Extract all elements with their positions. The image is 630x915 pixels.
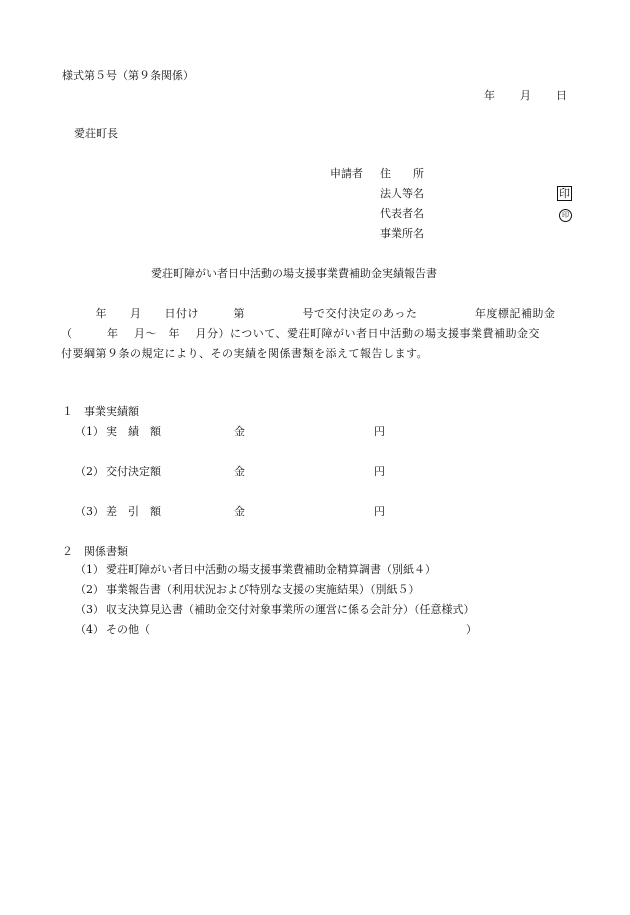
doc-item-close-paren: ） <box>466 623 477 636</box>
yen-prefix: 金 <box>234 465 245 478</box>
address-label: 住 所 <box>380 167 424 180</box>
yen-prefix: 金 <box>234 425 245 438</box>
yen-suffix: 円 <box>374 465 385 478</box>
document-title: 愛荘町障がい者日中活動の場支援事業費補助金実績報告書 <box>151 267 437 280</box>
yen-suffix: 円 <box>374 505 385 518</box>
doc-item-text: 愛荘町障がい者日中活動の場支援事業費補助金精算調書（別紙４） <box>106 563 436 576</box>
seal-circle-text: 印 <box>559 209 572 222</box>
doc-item-text: その他（ <box>106 623 150 636</box>
body-line-1: 年 月 日付け 第 号で交付決定のあった 年度標記補助金 <box>61 307 556 320</box>
section2-heading: ２ 関係書類 <box>62 545 128 558</box>
office-name-label: 事業所名 <box>380 227 424 240</box>
addressee: 愛荘町長 <box>74 127 118 140</box>
representative-name-label: 代表者名 <box>380 207 424 220</box>
date-line: 年 月 日 <box>484 89 568 102</box>
item-label: 実 績 額 <box>106 425 161 438</box>
item-number: （2） <box>75 465 104 478</box>
doc-item-number: （4） <box>75 623 104 636</box>
form-number: 様式第５号（第９条関係） <box>62 69 194 82</box>
item-number: （3） <box>75 505 104 518</box>
doc-item-number: （3） <box>75 603 104 616</box>
doc-item-text: 事業報告書（利用状況および特別な支援の実施結果）（別紙５） <box>106 583 420 596</box>
body-line-3: 付要綱第９条の規定により、その実績を関係書類を添えて報告します。 <box>61 347 429 360</box>
body-paragraph <box>61 304 573 364</box>
item-number: （1） <box>75 425 104 438</box>
yen-suffix: 円 <box>374 425 385 438</box>
doc-item-number: （1） <box>75 563 104 576</box>
seal-box-text: 印 <box>559 187 570 200</box>
yen-prefix: 金 <box>234 505 245 518</box>
seal-circle-mark <box>559 207 572 222</box>
item-label: 交付決定額 <box>106 465 161 478</box>
section1-heading: １ 事業実績額 <box>62 405 139 418</box>
doc-item-number: （2） <box>75 583 104 596</box>
doc-item-text: 収支決算見込書（補助金交付対象事業所の運営に係る会計分）（任意様式） <box>106 603 475 616</box>
applicant-heading: 申請者 <box>330 167 363 180</box>
seal-box-mark <box>557 186 572 201</box>
body-line-2: （ 年 月～ 年 月分）について、愛荘町障がい者日中活動の場支援事業費補助金交 <box>61 327 541 340</box>
corporation-name-label: 法人等名 <box>380 187 424 200</box>
item-label: 差 引 額 <box>106 505 161 518</box>
